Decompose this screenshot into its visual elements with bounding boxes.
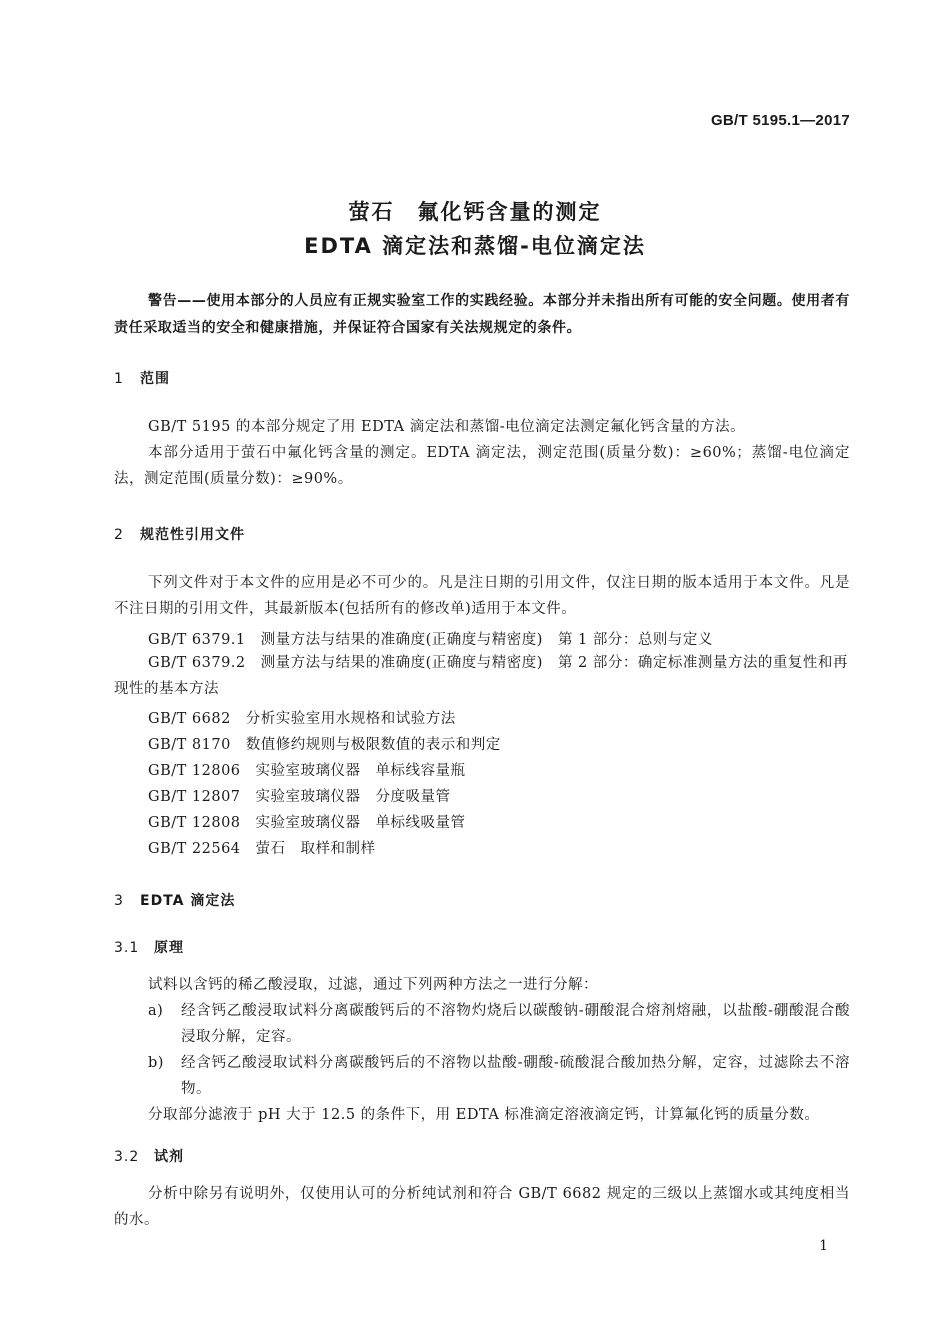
- section-title: 范围: [140, 371, 170, 387]
- subsection-3-2-paragraph: 分析中除另有说明外，仅使用认可的分析纯试剂和符合 GB/T 6682 规定的三级以上蒸馏水或其纯度相当的水。: [114, 1186, 850, 1228]
- subsection-title: 试剂: [154, 1149, 184, 1165]
- reference-item: GB/T 22564 萤石 取样和制样: [148, 841, 376, 857]
- reference-item: GB/T 12806 实验室玻璃仪器 单标线容量瓶: [148, 763, 466, 779]
- subsection-title: 原理: [154, 940, 184, 956]
- list-item-text: 经含钙乙酸浸取试料分离碳酸钙后的不溶物灼烧后以碳酸钠-硼酸混合熔剂熔融，以盐酸-硼酸混合酸浸取分解，定容。: [181, 1003, 850, 1045]
- reference-item: GB/T 8170 数值修约规则与极限数值的表示和判定: [148, 737, 501, 753]
- section-number: 2: [114, 527, 124, 543]
- subsection-3-2-heading: [114, 1146, 184, 1166]
- section-1-heading: [114, 368, 170, 388]
- standard-code: GB/T 5195.1—2017: [710, 112, 850, 129]
- section-1-paragraph-1: GB/T 5195 的本部分规定了用 EDTA 滴定法和蒸馏-电位滴定法测定氟化钙含量的方法。: [148, 419, 746, 435]
- section-number: 1: [114, 371, 124, 387]
- subsection-3-1-heading: [114, 937, 184, 957]
- section-2-intro: 下列文件对于本文件的应用是必不可少的。凡是注日期的引用文件，仅注日期的版本适用于本文件。凡是不注日期的引用文件，其最新版本(包括所有的修改单)适用于本文件。: [114, 575, 850, 617]
- list-item: [148, 1050, 850, 1102]
- subsection-3-1-intro: 试料以含钙的稀乙酸浸取，过滤，通过下列两种方法之一进行分解：: [148, 977, 598, 993]
- reference-item: GB/T 6379.2 测量方法与结果的准确度(正确度与精密度) 第 2 部分：确定标准测量方法的重复性和再现性的基本方法: [114, 655, 848, 697]
- section-1-paragraph-2: 本部分适用于萤石中氟化钙含量的测定。EDTA 滴定法，测定范围(质量分数)：≥60%；蒸馏-电位滴定法，测定范围(质量分数)：≥90%。: [114, 445, 850, 487]
- list-item: [148, 998, 850, 1050]
- section-3-heading: [114, 890, 235, 910]
- section-number: 3: [114, 893, 124, 909]
- section-2-heading: [114, 524, 245, 544]
- warning-notice: 警告——使用本部分的人员应有正规实验室工作的实践经验。本部分并未指出所有可能的安全问题。使用者有责任采取适当的安全和健康措施，并保证符合国家有关法规规定的条件。: [114, 293, 850, 336]
- page-number: 1: [819, 1238, 828, 1254]
- reference-item: GB/T 12808 实验室玻璃仪器 单标线吸量管: [148, 815, 466, 831]
- subsection-number: 3.2: [114, 1149, 140, 1165]
- reference-item: GB/T 6379.1 测量方法与结果的准确度(正确度与精密度) 第 1 部分：总则与定义: [148, 632, 713, 648]
- list-item-label: b): [148, 1055, 164, 1071]
- document-title-line-1: 萤石 氟化钙含量的测定: [348, 200, 602, 224]
- section-title: EDTA 滴定法: [140, 893, 236, 909]
- document-title-line-2: EDTA 滴定法和蒸馏-电位滴定法: [304, 234, 646, 258]
- subsection-number: 3.1: [114, 940, 140, 956]
- list-item-label: a): [148, 1003, 164, 1019]
- subsection-3-1-outro: 分取部分滤液于 pH 大于 12.5 的条件下，用 EDTA 标准滴定溶液滴定钙，计算氟化钙的质量分数。: [148, 1107, 820, 1123]
- list-item-text: 经含钙乙酸浸取试料分离碳酸钙后的不溶物以盐酸-硼酸-硫酸混合酸加热分解，定容，过滤除去不溶物。: [181, 1055, 850, 1097]
- reference-item: GB/T 12807 实验室玻璃仪器 分度吸量管: [148, 789, 451, 805]
- section-title: 规范性引用文件: [140, 527, 245, 543]
- reference-item: GB/T 6682 分析实验室用水规格和试验方法: [148, 711, 456, 727]
